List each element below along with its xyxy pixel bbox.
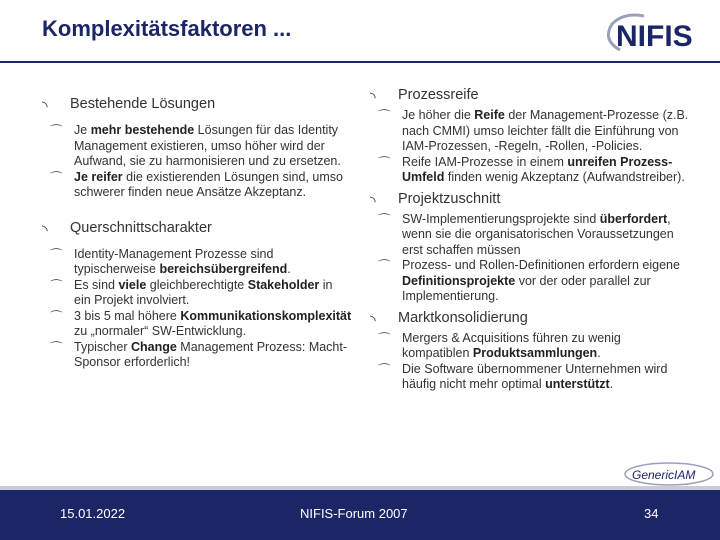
list-item: ⌒ 3 bis 5 mal höhere Kommunikationskomplexität zu „normaler“ SW-Entwicklung. bbox=[50, 308, 352, 338]
sub-bullet-icon: ⌒ bbox=[378, 155, 391, 170]
list-item: ⌒ Je höher die Reife der Management-Prozesse (z.B. nach CMMI) umso leichter fällt die Einführung von IAM-Prozessen, -Regeln, -Rollen, -Policies. bbox=[378, 108, 689, 153]
left-column bbox=[42, 95, 352, 389]
section-marktkonsolidierung bbox=[370, 309, 690, 393]
list-item: ⌒ Je reifer die existierenden Lösungen sind, umso schwerer finden neue Ansätze Akzeptanz. bbox=[50, 169, 343, 199]
list-item: ⌒ Es sind viele gleichberechtigte Stakeholder in ein Projekt involviert. bbox=[50, 277, 333, 307]
footer-date: 15.01.2022 bbox=[60, 506, 126, 521]
list-item: ⌒ Typischer Change Management Prozess: Macht-Sponsor erforderlich! bbox=[50, 339, 348, 369]
section-prozessreife bbox=[370, 86, 690, 186]
slide-title: Komplexitätsfaktoren ... bbox=[42, 16, 292, 41]
right-column bbox=[370, 86, 690, 411]
generic-iam-logo bbox=[622, 458, 716, 488]
sub-bullet-icon: ⌒ bbox=[378, 331, 391, 346]
sub-bullet-icon: ⌒ bbox=[50, 340, 63, 355]
bullet-icon: ◝ bbox=[370, 312, 376, 329]
nifis-logo bbox=[600, 10, 708, 56]
sub-bullet-icon: ⌒ bbox=[50, 247, 63, 262]
sub-bullet-icon: ⌒ bbox=[50, 124, 63, 138]
sub-bullet-icon: ⌒ bbox=[378, 109, 391, 123]
list-item: ⌒ Je mehr bestehende Lösungen für das Identity Management existieren, umso höher wird der Aufwand, sie zu harmonisieren und zu ersetzen. bbox=[50, 123, 341, 168]
page-number: 34 bbox=[644, 506, 659, 521]
list-item: ⌒ Identity-Management Prozesse sind typischerweise bereichsübergreifend. bbox=[50, 246, 291, 276]
svg-text:GenericIAM: GenericIAM bbox=[632, 468, 696, 482]
footer-event: NIFIS-Forum 2007 bbox=[300, 506, 408, 521]
section-querschnittscharakter bbox=[42, 219, 352, 371]
list-item: ⌒ Mergers & Acquisitions führen zu wenig kompatiblen Produktsammlungen. bbox=[378, 330, 621, 360]
section-projektzuschnitt bbox=[370, 190, 690, 305]
section-heading: ◝ Marktkonsolidierung bbox=[370, 309, 528, 329]
sub-bullet-icon: ⌒ bbox=[50, 170, 63, 185]
sub-bullet-icon: ⌒ bbox=[378, 259, 391, 273]
bullet-icon: ◝ bbox=[370, 193, 376, 210]
sub-bullet-icon: ⌒ bbox=[378, 212, 391, 227]
title-divider bbox=[0, 61, 720, 63]
bullet-icon: ◝ bbox=[370, 90, 376, 106]
list-item: ⌒ Reife IAM-Prozesse in einem unreifen Prozess-Umfeld finden wenig Akzeptanz (Aufwandstreiber). bbox=[378, 154, 685, 184]
sub-bullet-icon: ⌒ bbox=[378, 362, 391, 377]
footer-bar bbox=[0, 490, 720, 540]
list-item: ⌒ Die Software übernommener Unternehmen wird häufig nicht mehr optimal unterstützt. bbox=[378, 361, 668, 391]
section-heading: ◝ Bestehende Lösungen bbox=[42, 96, 216, 115]
sub-bullet-icon: ⌒ bbox=[50, 278, 63, 293]
section-heading: ◝ Prozessreife bbox=[370, 87, 479, 106]
sub-bullet-icon: ⌒ bbox=[50, 309, 63, 324]
svg-text:NIFIS: NIFIS bbox=[616, 20, 693, 53]
list-item: ⌒ SW-Implementierungsprojekte sind überfordert, wenn sie die organisatorischen Voraussetzungen erst schaffen müssen bbox=[378, 211, 674, 257]
section-heading: ◝ Querschnittscharakter bbox=[42, 219, 212, 239]
list-item: ⌒ Prozess- und Rollen-Definitionen erfordern eigene Definitionsprojekte vor der oder parallel zur Implementierung. bbox=[378, 258, 680, 303]
bullet-icon: ◝ bbox=[42, 99, 48, 115]
section-bestehende-loesungen bbox=[42, 95, 352, 201]
section-heading: ◝ Projektzuschnitt bbox=[370, 190, 501, 210]
bullet-icon: ◝ bbox=[42, 222, 48, 239]
